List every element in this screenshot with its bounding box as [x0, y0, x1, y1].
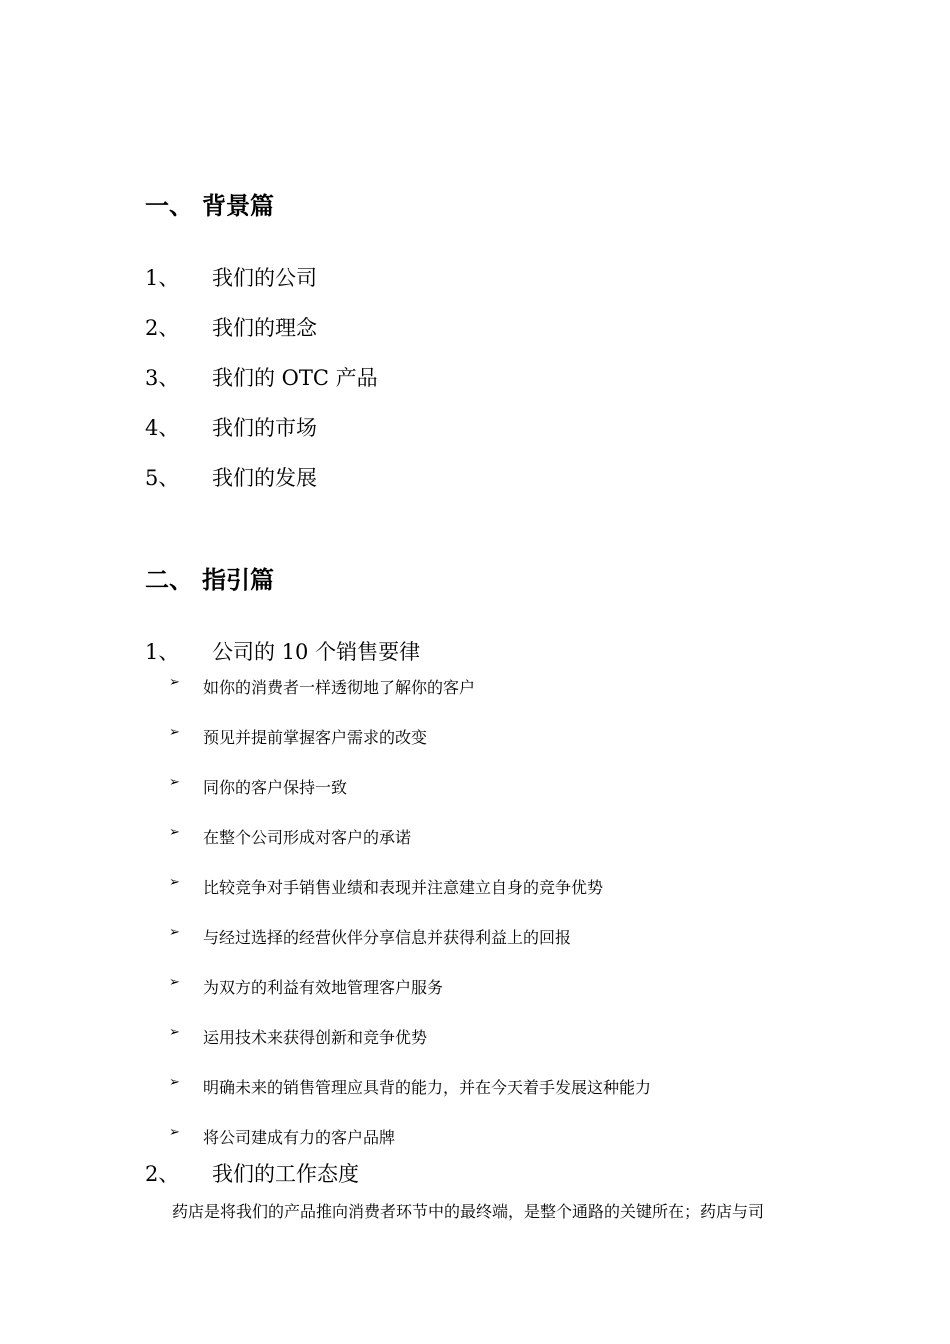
bullet-text: 如你的消费者一样透彻地了解你的客户: [203, 678, 476, 697]
bullet-item: [169, 1075, 869, 1097]
bullet-text: 与经过选择的经营伙伴分享信息并获得利益上的回报: [203, 928, 572, 947]
arrow-bullet-icon: ➢: [169, 825, 180, 840]
item-number: 4、: [145, 416, 180, 440]
section-title: 指引篇: [202, 566, 274, 594]
bullet-item: [169, 925, 869, 947]
arrow-bullet-icon: ➢: [169, 975, 180, 990]
arrow-bullet-icon: ➢: [169, 775, 180, 790]
list-item: [145, 636, 745, 664]
bullet-item: [169, 1125, 869, 1147]
list-item: [145, 312, 645, 340]
item-text: 我们的发展: [212, 466, 317, 490]
list-item: [145, 362, 645, 390]
item-number: 1、: [145, 266, 180, 290]
list-item: [145, 1158, 745, 1186]
bullet-item: [169, 975, 869, 997]
bullet-item: [169, 875, 869, 897]
body-paragraph: 药店是将我们的产品推向消费者环节中的最终端，是整个通路的关键所在；药店与司: [172, 1202, 765, 1221]
bullet-text: 在整个公司形成对客户的承诺: [203, 828, 412, 847]
arrow-bullet-icon: ➢: [169, 875, 180, 890]
bullet-text: 将公司建成有力的客户品牌: [203, 1128, 396, 1147]
bullet-item: [169, 725, 869, 747]
bullet-item: [169, 1025, 869, 1047]
bullet-text: 比较竞争对手销售业绩和表现并注意建立自身的竞争优势: [203, 878, 604, 897]
item-number: 2、: [145, 316, 180, 340]
section-heading: [145, 186, 274, 221]
list-item: [145, 412, 645, 440]
arrow-bullet-icon: ➢: [169, 1125, 180, 1140]
arrow-bullet-icon: ➢: [169, 1025, 180, 1040]
item-text: 我们的公司: [212, 266, 317, 290]
item-number: 5、: [145, 466, 180, 490]
item-text: 我们的 OTC 产品: [212, 366, 378, 390]
bullet-text: 同你的客户保持一致: [203, 778, 348, 797]
section-number: 一、: [145, 192, 193, 220]
item-text: 我们的理念: [212, 316, 317, 340]
section-title: 背景篇: [202, 192, 274, 220]
item-text: 我们的工作态度: [212, 1162, 359, 1186]
item-text: 我们的市场: [212, 416, 317, 440]
item-number: 3、: [145, 366, 180, 390]
bullet-item: [169, 825, 869, 847]
section-heading: [145, 560, 274, 595]
bullet-item: [169, 775, 869, 797]
section-number: 二、: [145, 566, 193, 594]
bullet-text: 为双方的利益有效地管理客户服务: [203, 978, 444, 997]
arrow-bullet-icon: ➢: [169, 725, 180, 740]
item-text: 公司的 10 个销售要律: [212, 640, 421, 664]
bullet-text: 预见并提前掌握客户需求的改变: [203, 728, 428, 747]
bullet-text: 运用技术来获得创新和竞争优势: [203, 1028, 428, 1047]
arrow-bullet-icon: ➢: [169, 675, 180, 690]
item-number: 2、: [145, 1162, 180, 1186]
bullet-text: 明确未来的销售管理应具背的能力，并在今天着手发展这种能力: [203, 1078, 652, 1097]
list-item: [145, 462, 645, 490]
item-number: 1、: [145, 640, 180, 664]
bullet-item: [169, 675, 869, 697]
arrow-bullet-icon: ➢: [169, 925, 180, 940]
arrow-bullet-icon: ➢: [169, 1075, 180, 1090]
list-item: [145, 262, 645, 290]
